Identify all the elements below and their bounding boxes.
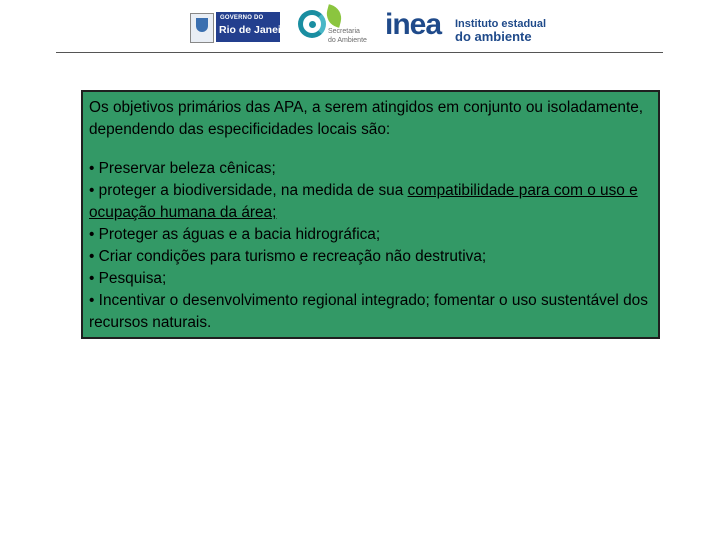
logo-rj-line2: Rio de Janeiro [219,24,292,36]
state-crest-icon [190,13,214,43]
secretaria-do-ambiente-logo [298,6,378,48]
bullet-3: • Proteger as águas e a bacia hidrográfica; [89,226,381,243]
logo-inea-line2: do ambiente [455,29,532,44]
header-divider [56,52,663,53]
bullet-1: • Preservar beleza cênicas; [89,160,276,177]
bullet-4: • Criar condições para turismo e recreação não destrutiva; [89,248,487,265]
logo-inea-word: inea [385,8,442,41]
bullet-6: • Incentivar o desenvolvimento regional integrado; fomentar o uso sustentável dos recursos naturais. [89,292,648,331]
leaf-icon [324,4,345,27]
logo-sea-line2: do Ambiente [328,37,367,44]
governo-rio-de-janeiro-logo [188,12,292,44]
bullet-2 [89,180,652,224]
content-box [81,90,660,339]
bullet-2-text: • proteger a biodiversidade, na medida de sua [89,182,408,199]
swirl-icon [298,10,326,38]
bullet-2-underlined-text: compatibilidade para com o uso e ocupação humana da área; [89,182,638,221]
intro-text: Os objetivos primários das APA, a serem atingidos em conjunto ou isoladamente, dependendo das especificidades locais são: [89,99,644,138]
header-logos [0,0,720,50]
logo-inea-line1: Instituto estadual [455,18,547,30]
logo-rj-line1: GOVERNO DO [220,15,264,21]
bullet-5: • Pesquisa; [89,270,167,287]
inea-logo [385,8,547,46]
logo-sea-line1: Secretaria [328,28,360,35]
